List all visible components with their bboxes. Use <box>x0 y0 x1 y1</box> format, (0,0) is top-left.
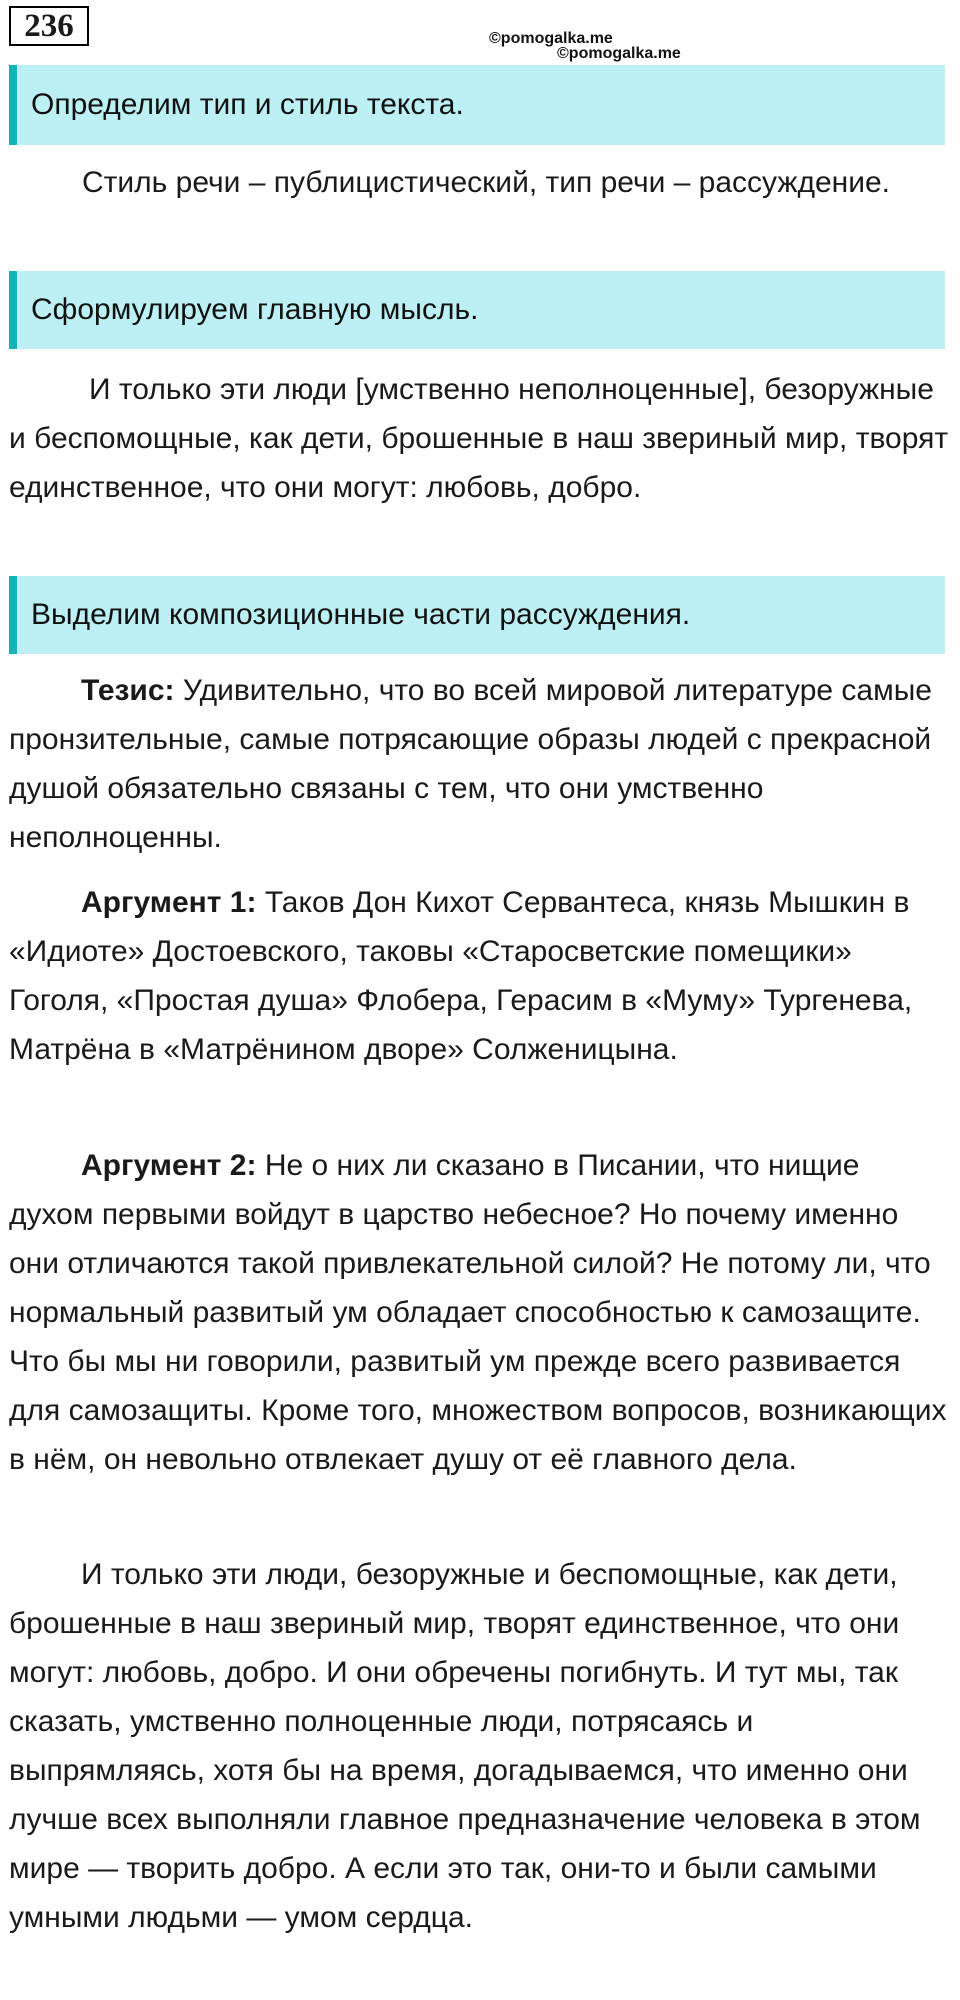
section-heading-parts <box>9 576 945 654</box>
thesis-text: Удивительно, что во всей мировой литературе самые пронзительные, самые потрясающие образы людей с прекрасной душой обязательно связаны с тем, что они умственно неполноценны. <box>9 674 932 854</box>
section-heading-label: Определим тип и стиль текста. <box>31 88 464 121</box>
watermark: ©pomogalka.me <box>489 30 613 47</box>
thesis-label: Тезис: <box>81 674 175 707</box>
main-thought-text: И только эти люди [умственно неполноценные], безоружные и беспомощные, как дети, брошенные в наш звериный мир, творят единственное, что они могут: любовь, добро. <box>9 373 949 504</box>
conclusion-text: И только эти люди, безоружные и беспомощные, как дети, брошенные в наш звериный мир, творят единственное, что они могут: любовь, добро. И они обречены погибнуть. И тут мы, так сказать, умственно полноценные люди, потрясаясь и выпрямляясь, хотя бы на время, догадываемся, что именно они лучше всех выполняли главное предназначение человека в этом мире — творить добро. А если это так, они-то и были самыми умными людьми — умом сердца. <box>9 1558 921 1934</box>
section-heading-style <box>9 65 945 145</box>
main-thought-paragraph <box>9 365 949 512</box>
watermark: ©pomogalka.me <box>557 45 681 62</box>
thesis-paragraph <box>9 666 949 862</box>
section-heading-label: Выделим композиционные части рассуждения. <box>31 598 691 631</box>
style-paragraph <box>9 158 949 207</box>
section-heading-thought <box>9 271 945 349</box>
argument-1-text: Таков Дон Кихот Сервантеса, князь Мышкин в «Идиоте» Достоевского, таковы «Старосветские помещики» Гоголя, «Простая душа» Флобера, Герасим в «Муму» Тургенева, Матрёна в «Матрёнином дворе» Солженицына. <box>9 886 913 1066</box>
task-number: 236 <box>9 6 89 46</box>
argument-1-label: Аргумент 1: <box>81 886 257 919</box>
argument-2-label: Аргумент 2: <box>81 1149 257 1182</box>
section-heading-label: Сформулируем главную мысль. <box>31 293 479 326</box>
argument-1-paragraph <box>9 878 949 1074</box>
argument-2-text: Не о них ли сказано в Писании, что нищие духом первыми войдут в царство небесное? Но почему именно они отличаются такой привлекательной силой? Не потому ли, что нормальный развитый ум обладает способностью к самозащите. Что бы мы ни говорили, развитый ум прежде всего развивается для самозащиты. Кроме того, множеством вопросов, возникающих в нём, он невольно отвлекает душу от её главного дела. <box>9 1149 947 1476</box>
conclusion-paragraph <box>9 1550 949 1942</box>
argument-2-paragraph <box>9 1141 949 1484</box>
style-text: Стиль речи – публицистический, тип речи – рассуждение. <box>82 166 890 199</box>
